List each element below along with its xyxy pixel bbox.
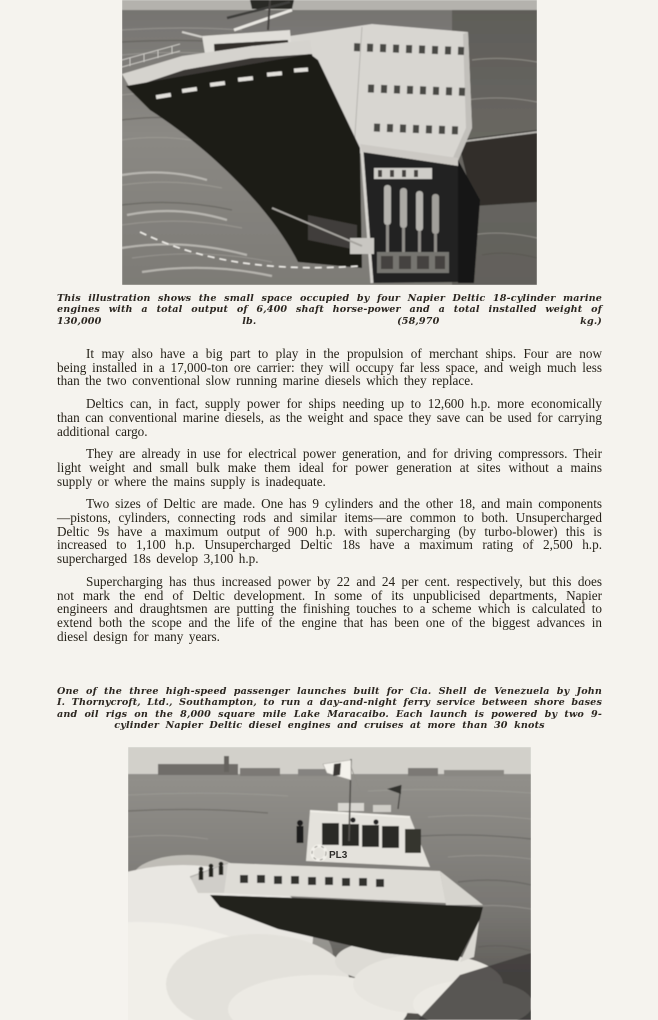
sky	[122, 0, 537, 11]
paragraph-merchant-ships: It may also have a big part to play in the propulsion of merchant ships. Four are now being installed in a 17,000-ton ore carrier: they will occupy far less space, and weigh much less than the two conventional slow running marine diesels which they replace.	[57, 346, 602, 389]
passenger-launch-photo	[128, 747, 531, 1020]
ship-cutaway-illustration	[122, 0, 537, 285]
crewman	[297, 820, 304, 843]
hull-marking: PL3	[329, 850, 348, 861]
ship-cutaway-figure	[122, 0, 537, 285]
paragraph-two-sizes: Two sizes of Deltic are made. One has 9 cylinders and the other 18, and main components—pistons, cylinders, connecting rods and similar items—are common to both. Unsupercharged Deltic 9s have a maximum output of 900 h.p. with supercharging (by turbo-blower) this is increased to 1,100 h.p. Unsupercharged Deltic 18s have a maximum rating of 2,500 h.p. supercharged 18s develop 3,100 h.p.	[57, 496, 602, 567]
sea-and-sky	[122, 0, 537, 285]
top-figure-caption: This illustration shows the small space occupied by four Napier Deltic 18-cylinder marine engines with a total output of 6,400 shaft horse-power and a total installed weight of 130,000 lb. (58,970 kg.)	[57, 293, 602, 327]
launch-photo-figure	[128, 747, 531, 1020]
flag-emblem	[333, 763, 341, 776]
bottom-figure-caption: One of the three high-speed passenger launches built for Cia. Shell de Venezuela by John I. Thornycroft, Ltd., Southampton, to run a day-and-night ferry service between shore bases and oil rigs on the 8,000 square mile Lake Maracaibo. Each launch is powered by two 9-cylinder Napier Deltic diesel engines and cruises at more than 30 knots	[57, 686, 602, 732]
paragraph-power-generation: They are already in use for electrical power generation, and for driving compressors. Their light weight and small bulk make them ideal for power generation at sites without a mains supply or where the mains supply is inadequate.	[57, 446, 602, 489]
paragraph-deltics-supply-power: Deltics can, in fact, supply power for ships needing up to 12,600 h.p. more economically than can conventional marine diesels, as the weight and space they save can be used for carrying additional cargo.	[57, 396, 602, 439]
article-body	[57, 347, 602, 652]
paragraph-supercharging: Supercharging has thus increased power by 22 and 24 per cent. respectively, but this does not mark the end of Deltic development. In some of its unpublicised departments, Napier engineers and draughtsmen are putting the finishing touches to a scheme which is calculated to extend both the scope and the life of the engine that has been one of the biggest advances in diesel design for many years.	[57, 573, 602, 644]
